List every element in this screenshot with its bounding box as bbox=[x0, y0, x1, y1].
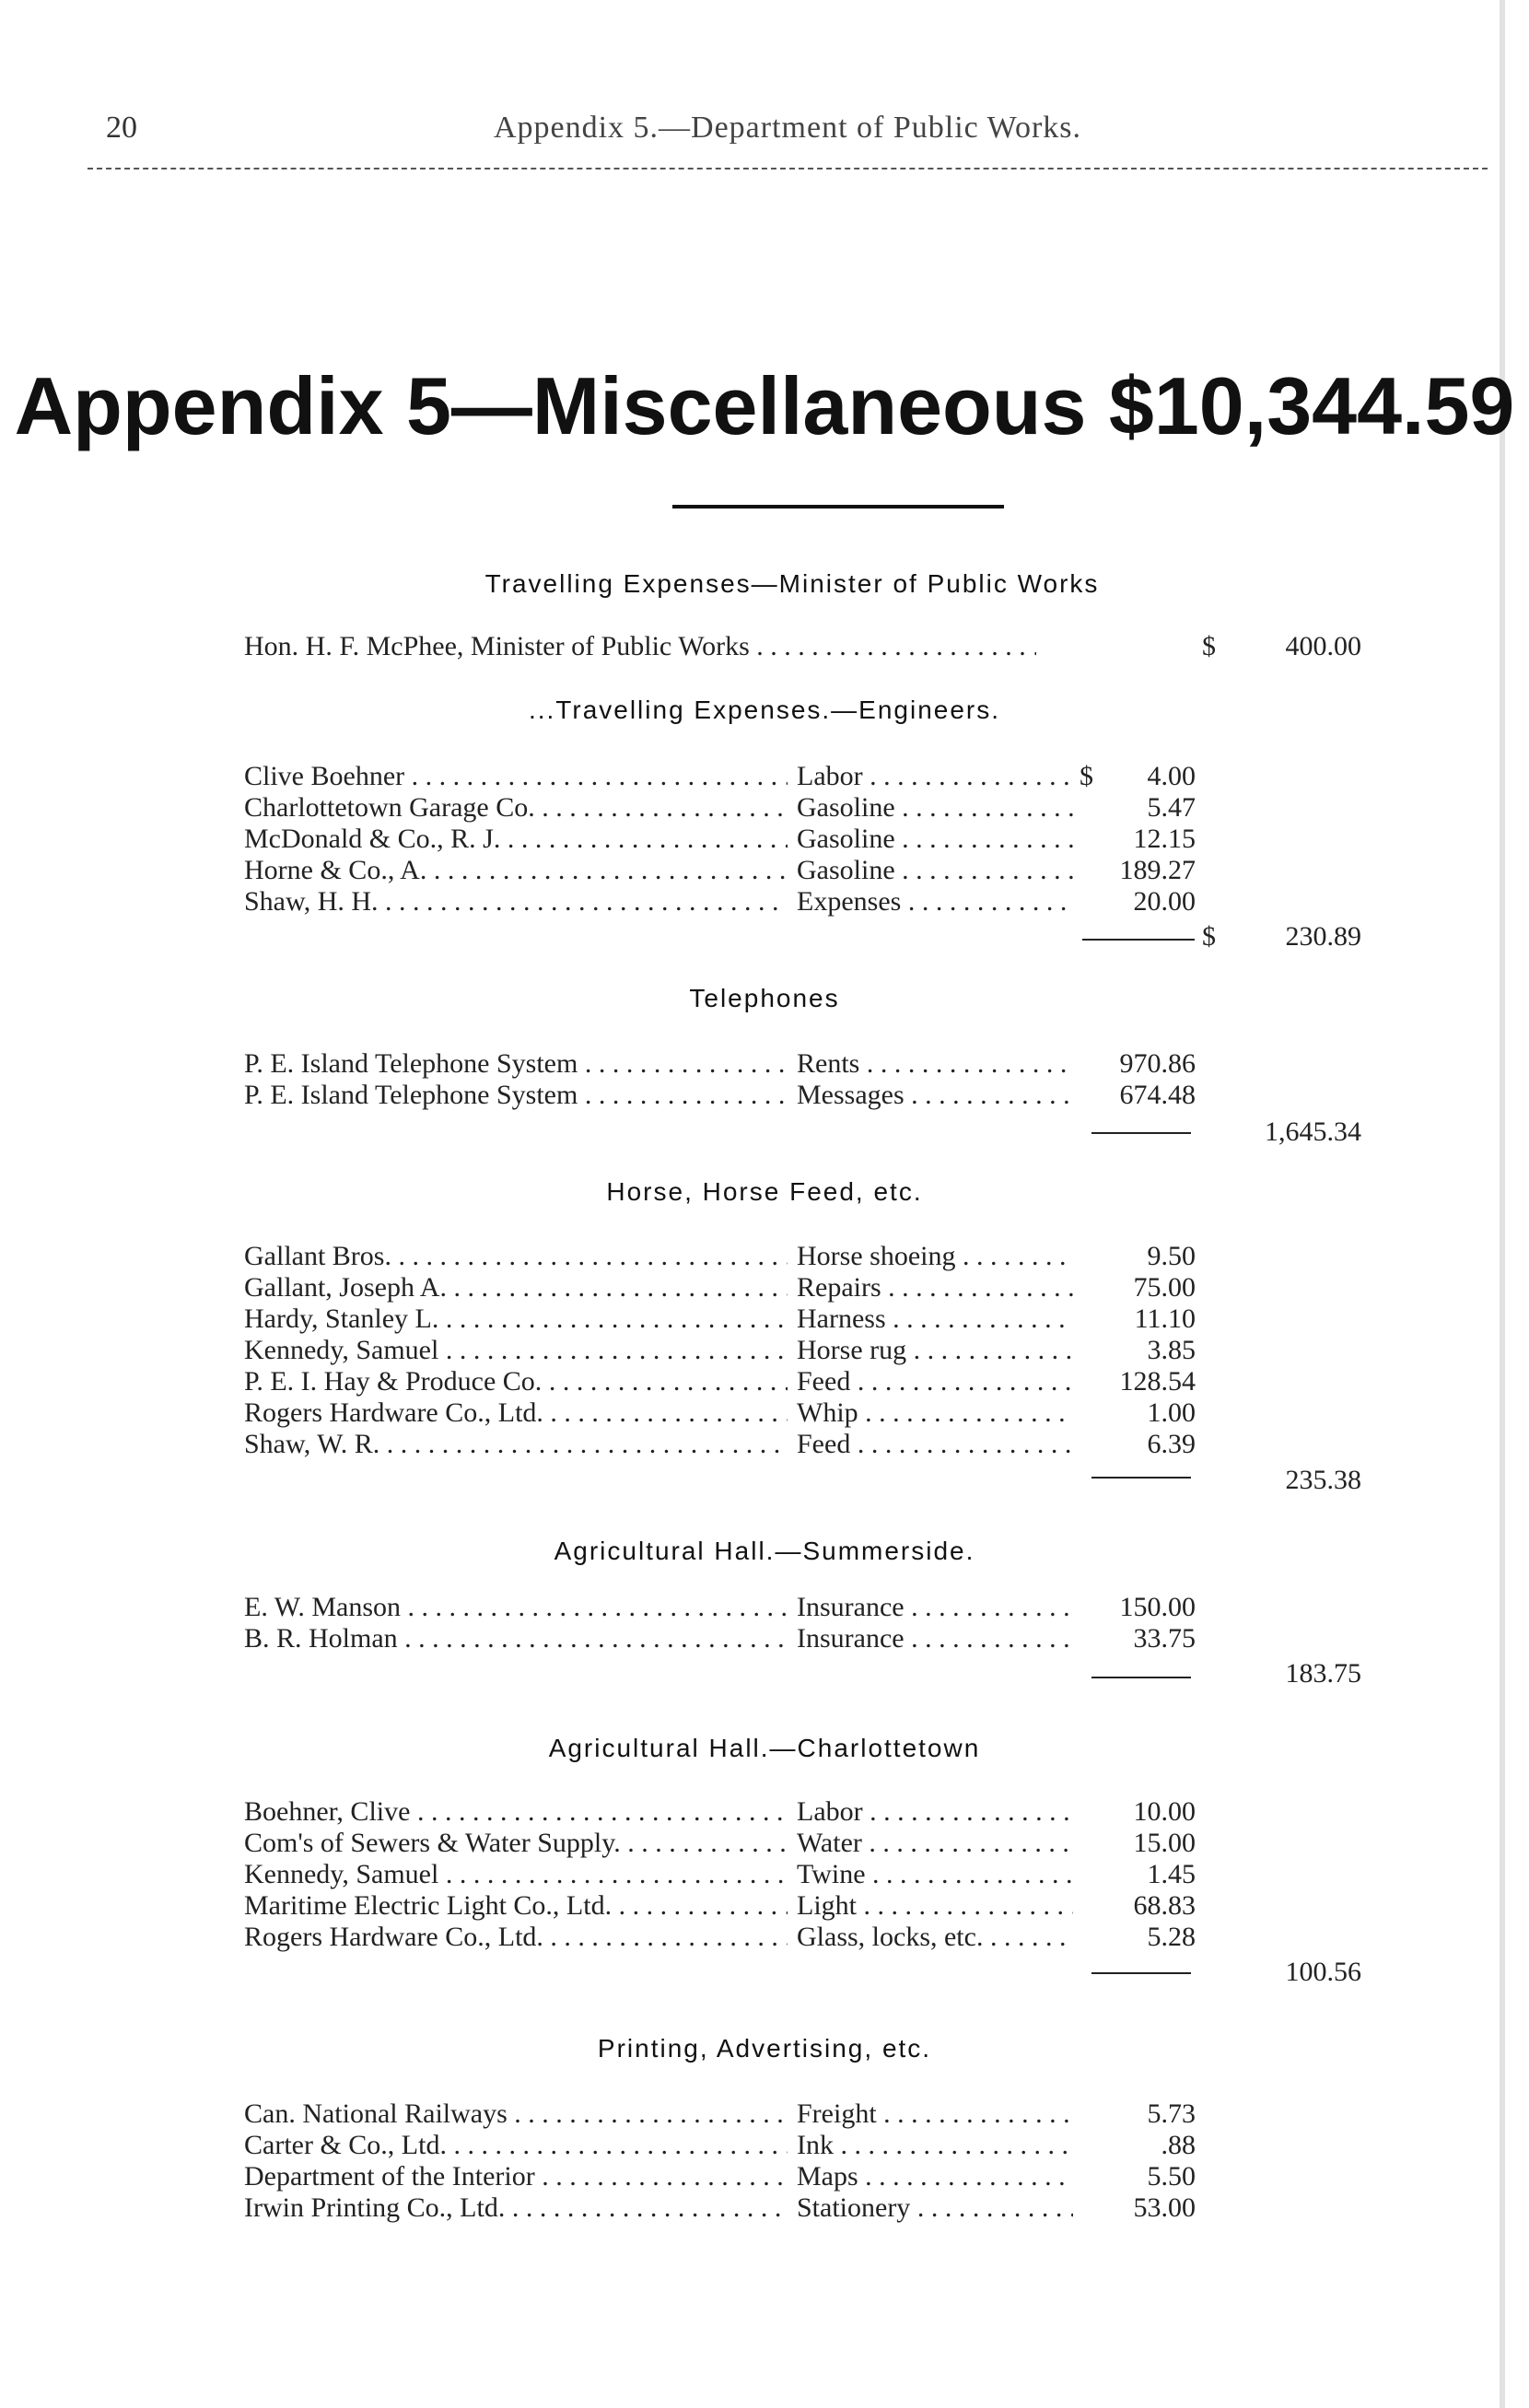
amount: 1.45 bbox=[1147, 1859, 1196, 1889]
payee: Hon. H. F. McPhee, Minister of Public Works . . . bbox=[244, 631, 1036, 662]
item: Gasoline . . . bbox=[797, 824, 1073, 855]
payee: B. R. Holman . . . bbox=[244, 1623, 788, 1654]
item: Expenses . . . bbox=[797, 886, 1073, 918]
amount: 5.73 bbox=[1147, 2098, 1196, 2129]
dollar-sign: $ bbox=[1202, 921, 1216, 952]
payee: P. E. Island Telephone System . . . bbox=[244, 1048, 788, 1080]
running-head-title: Appendix 5.—Department of Public Works. bbox=[493, 111, 1082, 145]
subtotal-rule bbox=[1082, 939, 1195, 941]
amount: 5.50 bbox=[1147, 2161, 1196, 2192]
item: Water . . . bbox=[797, 1828, 1073, 1859]
item: Rents . . . bbox=[797, 1048, 1073, 1080]
section-total: 183.75 bbox=[1285, 1658, 1361, 1689]
section-total: 100.56 bbox=[1285, 1957, 1361, 1987]
amount: 75.00 bbox=[1133, 1272, 1196, 1303]
item: Ink . . . bbox=[797, 2130, 1073, 2161]
section-heading-horse: Horse, Horse Feed, etc. bbox=[606, 1177, 923, 1206]
amount: 5.28 bbox=[1147, 1922, 1196, 1952]
subtotal-rule bbox=[1091, 1972, 1191, 1974]
payee: Hardy, Stanley L. . . . bbox=[244, 1303, 788, 1335]
item: Gasoline . . . bbox=[797, 855, 1073, 886]
payee: Kennedy, Samuel . . . bbox=[244, 1335, 788, 1366]
item: Labor . . . bbox=[797, 1796, 1073, 1828]
payee: Irwin Printing Co., Ltd. . . . bbox=[244, 2192, 788, 2224]
amount: 12.15 bbox=[1133, 824, 1196, 854]
amount: 10.00 bbox=[1133, 1796, 1196, 1827]
item: Harness . . . bbox=[797, 1303, 1073, 1335]
dollar-sign: $ bbox=[1202, 631, 1216, 661]
section-heading-printing: Printing, Advertising, etc. bbox=[597, 2034, 932, 2063]
payee: Rogers Hardware Co., Ltd. . . . bbox=[244, 1397, 788, 1429]
payee: Shaw, H. H. . . . bbox=[244, 886, 788, 918]
dollar-sign: $ bbox=[1080, 761, 1093, 791]
amount: 15.00 bbox=[1133, 1828, 1196, 1858]
amount: 1.00 bbox=[1147, 1397, 1196, 1428]
amount: 189.27 bbox=[1119, 855, 1196, 885]
section-total: 400.00 bbox=[1285, 631, 1361, 661]
header-rule bbox=[88, 168, 1488, 169]
item: Stationery . . . bbox=[797, 2192, 1073, 2224]
amount: 6.39 bbox=[1147, 1429, 1196, 1459]
item: Twine . . . bbox=[797, 1859, 1073, 1890]
subtotal-rule bbox=[1091, 1132, 1191, 1134]
payee: Department of the Interior . . . bbox=[244, 2161, 788, 2192]
item: Horse shoeing . . . bbox=[797, 1241, 1073, 1272]
amount: 33.75 bbox=[1133, 1623, 1196, 1654]
running-head bbox=[88, 111, 1488, 166]
item: Whip . . . bbox=[797, 1397, 1073, 1429]
section-heading-charlottetown: Agricultural Hall.—Charlottetown bbox=[548, 1734, 981, 1762]
page-title: Appendix 5—Miscellaneous $10,344.59 bbox=[14, 360, 1515, 451]
section-heading-telephones: Telephones bbox=[689, 984, 840, 1012]
item: Repairs . . . bbox=[797, 1272, 1073, 1303]
amount: 9.50 bbox=[1147, 1241, 1196, 1271]
item: Insurance . . . bbox=[797, 1592, 1073, 1623]
item: Glass, locks, etc. . . . bbox=[797, 1922, 1073, 1953]
payee: Maritime Electric Light Co., Ltd. . . . bbox=[244, 1890, 788, 1922]
section-total: 230.89 bbox=[1285, 921, 1361, 952]
payee: E. W. Manson . . . bbox=[244, 1592, 788, 1623]
amount: 970.86 bbox=[1119, 1048, 1196, 1079]
item: Horse rug . . . bbox=[797, 1335, 1073, 1366]
payee: Kennedy, Samuel . . . bbox=[244, 1859, 788, 1890]
payee: Can. National Railways . . . bbox=[244, 2098, 788, 2130]
subtotal-rule bbox=[1091, 1677, 1191, 1678]
amount: 11.10 bbox=[1134, 1303, 1196, 1334]
amount: 20.00 bbox=[1133, 886, 1196, 917]
section-total: 1,645.34 bbox=[1265, 1116, 1361, 1147]
amount: 5.47 bbox=[1147, 792, 1196, 823]
payee: Gallant Bros. . . . bbox=[244, 1241, 788, 1272]
payee: Horne & Co., A. . . . bbox=[244, 855, 788, 886]
amount: .88 bbox=[1161, 2130, 1196, 2160]
item: Insurance . . . bbox=[797, 1623, 1073, 1654]
amount: 150.00 bbox=[1119, 1592, 1196, 1622]
payee: Rogers Hardware Co., Ltd. . . . bbox=[244, 1922, 788, 1953]
amount: 53.00 bbox=[1133, 2192, 1196, 2223]
amount: 3.85 bbox=[1147, 1335, 1196, 1365]
section-heading-minister: Travelling Expenses—Minister of Public Works bbox=[484, 569, 1100, 598]
payee: P. E. Island Telephone System . . . bbox=[244, 1080, 788, 1111]
amount: 674.48 bbox=[1119, 1080, 1196, 1110]
payee: Shaw, W. R. . . . bbox=[244, 1429, 788, 1460]
title-rule bbox=[672, 505, 1004, 508]
section-heading-summerside: Agricultural Hall.—Summerside. bbox=[554, 1537, 975, 1565]
item: Gasoline . . . bbox=[797, 792, 1073, 824]
payee: Clive Boehner . . . bbox=[244, 761, 788, 792]
item: Maps . . . bbox=[797, 2161, 1073, 2192]
page-number: 20 bbox=[106, 111, 137, 145]
payee: Charlottetown Garage Co. . . . bbox=[244, 792, 788, 824]
payee: Gallant, Joseph A. . . . bbox=[244, 1272, 788, 1303]
amount: 128.54 bbox=[1119, 1366, 1196, 1397]
payee: Com's of Sewers & Water Supply. . . . bbox=[244, 1828, 788, 1859]
item: Feed . . . bbox=[797, 1366, 1073, 1397]
section-total: 235.38 bbox=[1285, 1465, 1361, 1495]
payee: McDonald & Co., R. J. . . . bbox=[244, 824, 788, 855]
payee: P. E. I. Hay & Produce Co. . . . bbox=[244, 1366, 788, 1397]
payee: Carter & Co., Ltd. . . . bbox=[244, 2130, 788, 2161]
section-heading-engineers: ...Travelling Expenses.—Engineers. bbox=[528, 696, 1001, 724]
amount: 4.00 bbox=[1147, 761, 1196, 791]
subtotal-rule bbox=[1091, 1477, 1191, 1479]
item: Light . . . bbox=[797, 1890, 1073, 1922]
item: Labor . . . bbox=[797, 761, 1073, 792]
payee: Boehner, Clive . . . bbox=[244, 1796, 788, 1828]
item: Freight . . . bbox=[797, 2098, 1073, 2130]
amount: 68.83 bbox=[1133, 1890, 1196, 1921]
item: Messages . . . bbox=[797, 1080, 1073, 1111]
item: Feed . . . bbox=[797, 1429, 1073, 1460]
